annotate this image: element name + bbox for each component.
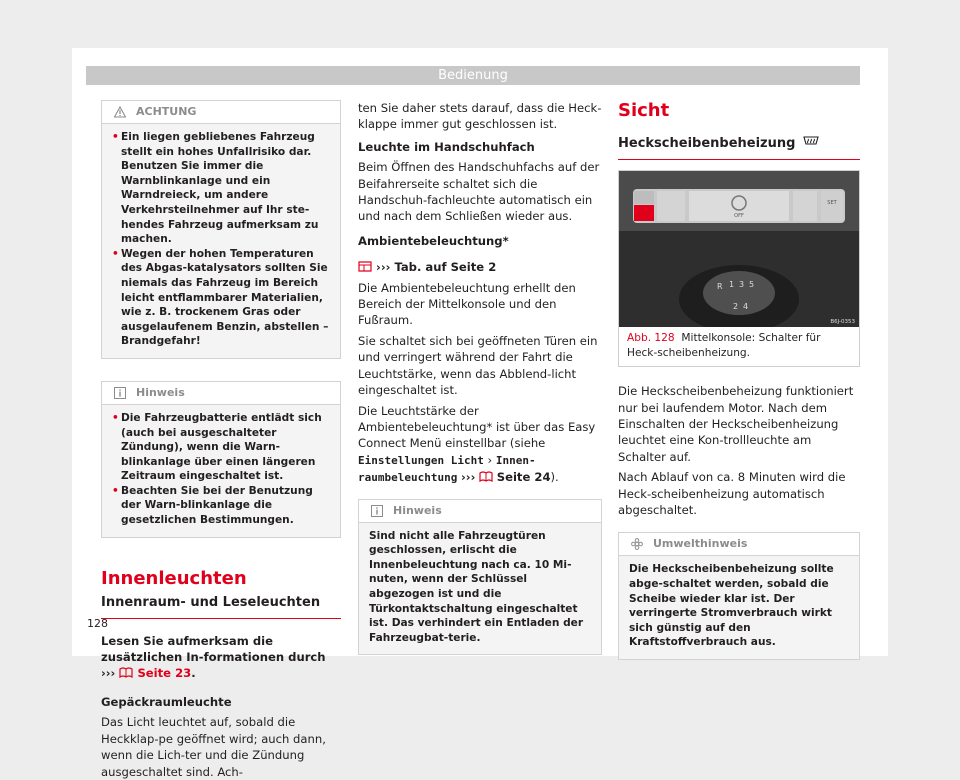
paragraph: Das Licht leuchtet auf, sobald die Heckklap-pe geöffnet wird; auch dann, wenn die Lich-ter und die Zündung ausgeschaltet sind. Ach-	[101, 715, 326, 779]
page-link[interactable]: Seite 24	[496, 470, 551, 485]
warning-bullet: • Ein liegen gebliebenes Fahrzeug stellt ein hohes Unfallrisiko dar. Benutzen Sie immer die Warnblinkanlage und ein Warndreieck, um andere Verkehrsteilnehmer auf Ihr ste-hendes Fahrzeug aufmerksam zu machen.	[112, 130, 330, 247]
paragraph: Beim Öffnen des Handschuhfachs auf der Beifahrerseite schaltet sich die Handschuh-fachleuchte automatisch ein und nach dem Schließen wieder aus.	[358, 160, 600, 224]
table-reference: ››› Tab. auf Seite 2	[358, 259, 602, 275]
paragraph: ten Sie daher stets darauf, dass die Heck-klappe immer gut geschlossen ist.	[358, 101, 602, 132]
paragraph: Nach Ablauf von ca. 8 Minuten wird die Heck-scheibenheizung automatisch abgeschaltet.	[618, 470, 846, 518]
figure-number: Abb. 128	[627, 332, 675, 344]
section-subtitle: Innenraum- und Leseleuchten	[101, 594, 321, 610]
figure	[618, 170, 860, 367]
note-box-header	[359, 500, 601, 523]
paragraph: Die Heckscheibenbeheizung funktioniert nur bei laufendem Motor. Nach dem Einschalten der Heckscheibenheizung leuchtet eine Kon-trollleuchte am Schalter auf.	[618, 384, 854, 464]
paragraph: Die Ambientebeleuchtung erhellt den Bereich der Mittelkonsole und den Fußraum.	[358, 280, 576, 328]
section-title: Innenleuchten	[101, 567, 247, 589]
figure-caption-text: Mittelkonsole: Schalter für Heck-scheibenheizung.	[627, 332, 821, 359]
page-number: 128	[87, 617, 108, 630]
svg-text:SET: SET	[827, 200, 837, 206]
table-link[interactable]: Tab. auf Seite 2	[394, 260, 497, 275]
rear-window-heating-button	[634, 205, 654, 221]
note-box-header	[102, 382, 340, 405]
section-subheading	[618, 132, 860, 160]
note-box	[358, 499, 602, 656]
heading-ambiente: Ambientebeleuchtung*	[358, 233, 509, 248]
heading-handschuhfach: Leuchte im Handschuhfach	[358, 139, 535, 154]
section-title: Sicht	[618, 100, 670, 121]
paragraph: Die Leuchtstärke der Ambientebeleuchtung* ist über das Easy Connect Menü einstellbar (siehe Einstellungen Licht › Innen-raumbeleuchtung ››› Seite 24).	[358, 403, 596, 485]
environment-note-title: Umwelthinweis	[653, 537, 748, 551]
info-icon	[371, 505, 383, 517]
note-title: Hinweis	[136, 385, 185, 399]
table-icon	[358, 261, 372, 272]
note-bullet: • Beachten Sie bei der Benutzung der Warn-blinkanlage die gesetzlichen Bestimmungen.	[112, 484, 330, 528]
column-left	[101, 100, 341, 780]
note-bullet: • Die Fahrzeugbatterie entlädt sich (auch bei ausgeschalteter Zündung), wenn die Warn-blinkanlage über einen längeren Zeitraum eingeschaltet ist.	[112, 411, 330, 484]
intro-paragraph: Lesen Sie aufmerksam die zusätzlichen In-formationen durch ››› Seite 23.	[101, 633, 326, 681]
book-icon	[479, 471, 493, 482]
info-icon	[114, 387, 126, 399]
page-link[interactable]: Seite 23	[137, 666, 192, 681]
figure-caption	[619, 327, 859, 366]
page-header: Bedienung	[86, 66, 860, 85]
warning-box-header	[102, 101, 340, 124]
section-subtitle: Heckscheibenbeheizung	[618, 136, 796, 151]
section-heading-innenleuchten	[101, 568, 341, 619]
column-middle	[358, 100, 602, 655]
note-text: Sind nicht alle Fahrzeugtüren geschlossen, erlischt die Innenbeleuchtung nach ca. 10 Mi-nuten, wenn der Schlüssel abgezogen ist und die Türkontaktschaltung eingeschaltet ist. Das verhindert ein Entladen der Fahrzeugbat-terie.	[369, 529, 584, 644]
paragraph: Sie schaltet sich bei geöffneten Türen ein und verringert während der Fahrt die Leuchtstärke, wenn das Abblend-licht eingeschaltet ist.	[358, 333, 598, 398]
svg-text:2: 2	[733, 302, 739, 311]
menu-path: Innen-raumbeleuchtung	[358, 453, 536, 485]
console-photo	[619, 171, 859, 327]
note-box	[101, 381, 341, 538]
svg-text:R: R	[717, 282, 723, 291]
environment-note-text: Die Heckscheibenbeheizung sollte abge-schaltet werden, sobald die Scheibe wieder klar ist. Der verringerte Stromverbrauch wirkt sich günstig auf den Kraftstoffverbrauch aus.	[629, 563, 834, 649]
warning-title: ACHTUNG	[136, 105, 197, 118]
svg-text:1: 1	[729, 280, 735, 289]
svg-text:3: 3	[739, 280, 745, 289]
svg-text:5: 5	[749, 280, 755, 289]
warning-triangle-icon	[114, 106, 126, 118]
note-title: Hinweis	[393, 503, 442, 517]
warning-box	[101, 100, 341, 359]
column-right	[618, 100, 860, 660]
environment-flower-icon	[631, 538, 643, 550]
menu-path: Einstellungen Licht	[358, 453, 484, 467]
svg-text:4: 4	[743, 302, 749, 311]
book-icon	[119, 667, 133, 678]
rear-window-heating-icon	[803, 135, 819, 148]
warning-bullet: • Wegen der hohen Temperaturen des Abgas-katalysators sollten Sie niemals das Fahrzeug im Bereich leicht entflammbarer Materialien, wie z. B. trockenem Gras oder ausgelaufenem Benzin, abstellen – Brandgefahr!	[112, 247, 330, 349]
svg-text:OFF: OFF	[734, 213, 744, 219]
environment-note-box	[618, 532, 860, 660]
image-code: B6J-0353	[830, 319, 855, 325]
heading-gepaeckraum: Gepäckraumleuchte	[101, 694, 232, 709]
environment-note-header	[619, 533, 859, 556]
